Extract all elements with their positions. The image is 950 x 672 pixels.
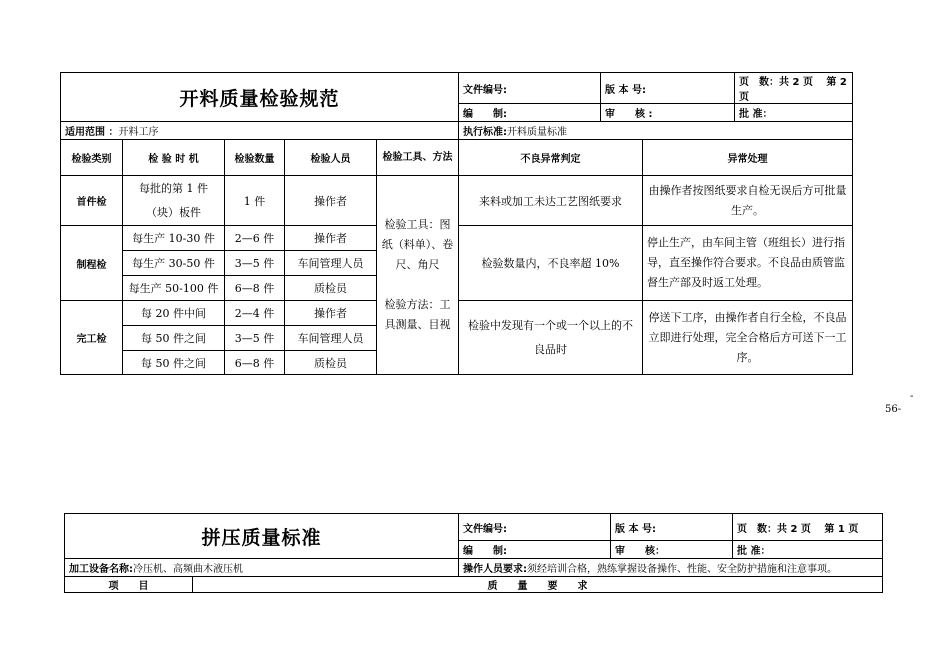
final-judgement: 检验中发现有一个或一个以上的不良品时 [459,301,643,375]
pressing-standard-table [64,513,883,593]
process-timing-1: 每生产 10-30 件 [123,226,225,251]
scope-value: 开料工序 [118,127,159,138]
final-quantity-2: 3—5 件 [225,326,285,351]
category-first-article: 首件检 [61,176,123,226]
doc2-page-count-label: 页 数：共 2 页 第 1 页 [733,514,883,541]
scope-label: 适用范围 ： [65,127,119,138]
header-handling: 异常处理 [643,140,853,176]
equipment-value: 冷压机、高频曲木液压机 [133,564,243,575]
equipment-row [65,559,459,577]
process-inspector-1: 操作者 [285,226,377,251]
page-number: 56- [885,404,902,415]
first-inspector: 操作者 [285,176,377,226]
operator-row [459,559,883,577]
doc-title: 开料质量检验规范 [61,73,459,122]
header-judgement: 不良异常判定 [459,140,643,176]
final-inspector-2: 车间管理人员 [285,326,377,351]
tools-text: 检验工具：图纸（料单）、卷尺、角尺 检验方法：工具测量、目视 [381,218,454,331]
header-category: 检验类别 [61,140,123,176]
standard-label: 执行标准: [463,127,508,138]
version-label: 版 本 号: [601,73,735,104]
doc2-compiler-label: 编 制: [459,541,611,559]
process-quantity-3: 6—8 件 [225,276,285,301]
equipment-label: 加工设备名称: [69,564,133,575]
standard-value: 开料质量标准 [507,127,568,138]
standard-row [459,122,853,140]
process-handling: 停止生产，由车间主管（班组长）进行指导，直至操作符合要求。不良品由质管监督生产部及时返工处理。 [643,226,853,301]
final-quantity-1: 2—4 件 [225,301,285,326]
operator-label: 操作人员要求: [463,564,528,575]
first-handling: 由操作者按图纸要求自检无误后方可批量生产。 [643,176,853,226]
final-inspector-3: 质检员 [285,351,377,375]
first-quantity: 1 件 [225,176,285,226]
process-timing-2: 每生产 30-50 件 [123,251,225,276]
header-tools: 检验工具、方法 [377,140,459,176]
header-quantity: 检验数量 [225,140,285,176]
process-quantity-1: 2—6 件 [225,226,285,251]
final-inspector-1: 操作者 [285,301,377,326]
column-item: 项 目 [65,577,193,593]
doc2-file-number-label: 文件编号: [459,514,611,541]
first-judgement: 来料或加工未达工艺图纸要求 [459,176,643,226]
process-inspector-3: 质检员 [285,276,377,301]
process-inspector-2: 车间管理人员 [285,251,377,276]
scope-row [61,122,459,140]
compiler-label: 编 制: [459,104,601,122]
final-timing-3: 每 50 件之间 [123,351,225,375]
final-handling: 停送下工序，由操作者自行全检，不良品立即进行处理，完全合格后方可送下一工序。 [643,301,853,375]
page-mark-dash: - [910,391,914,402]
reviewer-label: 审 核 : [601,104,735,122]
process-quantity-2: 3—5 件 [225,251,285,276]
approver-label: 批 准： [735,104,853,122]
inspection-spec-table [60,72,853,375]
doc2-version-label: 版 本 号: [611,514,733,541]
category-in-process: 制程检 [61,226,123,301]
operator-value: 须经培训合格，熟练掌握设备操作、性能、安全防护措施和注意事项。 [527,564,838,575]
tools-methods [377,176,459,375]
category-final: 完工检 [61,301,123,375]
header-timing: 检 验 时 机 [123,140,225,176]
final-quantity-3: 6—8 件 [225,351,285,375]
page-count-label: 页 数：共 2 页 第 2 页 [735,73,853,104]
column-quality: 质 量 要 求 [193,577,883,593]
final-timing-2: 每 50 件之间 [123,326,225,351]
first-timing: 每批的第 1 件（块）板件 [123,176,225,226]
header-inspector: 检验人员 [285,140,377,176]
doc2-approver-label: 批 准： [733,541,883,559]
process-timing-3: 每生产 50-100 件 [123,276,225,301]
doc2-title: 拼压质量标准 [65,514,459,559]
file-number-label: 文件编号: [459,73,601,104]
doc2-reviewer-label: 审 核： [611,541,733,559]
process-judgement: 检验数量内，不良率超 10% [459,226,643,301]
final-timing-1: 每 20 件中间 [123,301,225,326]
